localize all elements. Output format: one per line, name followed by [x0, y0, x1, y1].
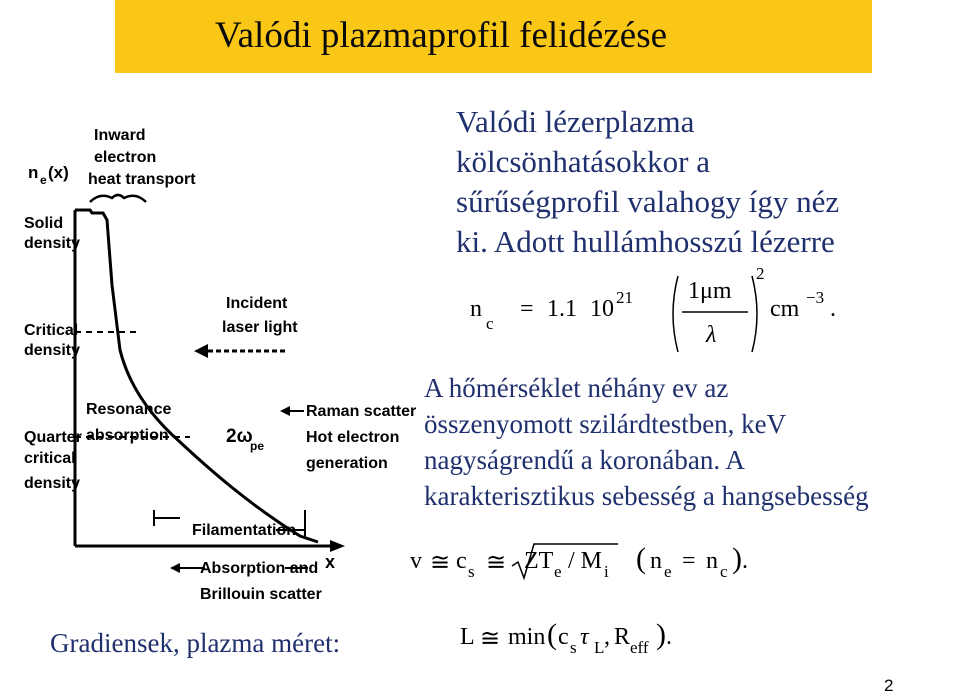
- svg-text:Inward: Inward: [94, 127, 146, 144]
- svg-text:absorption: absorption: [86, 427, 169, 444]
- svg-text:Quarter: Quarter: [24, 429, 82, 446]
- y-axis-label-arg: (x): [48, 163, 69, 182]
- svg-text:Raman scatter: Raman scatter: [306, 403, 417, 420]
- inward-heat-transport-label: [88, 127, 196, 188]
- svg-text:density: density: [24, 342, 81, 359]
- svg-text:Critical: Critical: [24, 322, 79, 339]
- omega-sub: pe: [250, 439, 265, 453]
- svg-text:Resonance: Resonance: [86, 401, 172, 418]
- filamentation-label: Filamentation: [192, 522, 297, 539]
- incident-laser-label: [222, 295, 298, 336]
- density-profile-figure: [0, 80, 417, 700]
- page-number: 2: [884, 676, 894, 695]
- slide-title: Valódi plazmaprofil felidézése: [215, 15, 668, 56]
- raman-scatter-label: [306, 403, 416, 472]
- x-axis-arrow: [330, 540, 345, 552]
- quarter-critical-density-label: [24, 429, 82, 492]
- omega-label: 2ω: [226, 426, 253, 447]
- body-paragraph: A hőmérséklet néhány ev az összenyomott szilárdtestben, keV nagyságrendű a koronában. A karakterisztikus sebesség a hangsebesség: [424, 373, 869, 511]
- svg-text:Solid: Solid: [24, 215, 64, 232]
- brace-icon: [90, 195, 146, 202]
- x-axis-label: x: [325, 552, 336, 572]
- svg-text:density: density: [24, 475, 81, 492]
- y-axis-label: n: [28, 163, 39, 182]
- svg-text:heat transport: heat transport: [88, 171, 196, 188]
- svg-text:critical: critical: [24, 450, 76, 467]
- density-curve: [75, 210, 318, 542]
- critical-density-label: [24, 322, 80, 359]
- svg-text:laser light: laser light: [222, 319, 298, 336]
- intro-paragraph: Valódi lézerplazma kölcsönhatásokkor a sűrűségprofil valahogy így néz ki. Adott hullámhosszú lézerre: [456, 104, 840, 259]
- y-axis-label-sub: e: [40, 173, 47, 187]
- svg-text:density: density: [24, 235, 81, 252]
- solid-density-label: [24, 215, 80, 252]
- svg-text:Hot electron: Hot electron: [306, 429, 400, 446]
- incident-arrow-head: [194, 344, 208, 358]
- svg-text:generation: generation: [306, 455, 388, 472]
- svg-text:Incident: Incident: [226, 295, 288, 312]
- svg-text:Brillouin scatter: Brillouin scatter: [200, 586, 322, 603]
- absorption-brillouin-label: [200, 560, 322, 603]
- svg-text:Absorption and: Absorption and: [200, 560, 319, 577]
- gradient-caption: Gradiensek, plazma méret:: [50, 628, 341, 658]
- svg-text:electron: electron: [94, 149, 157, 166]
